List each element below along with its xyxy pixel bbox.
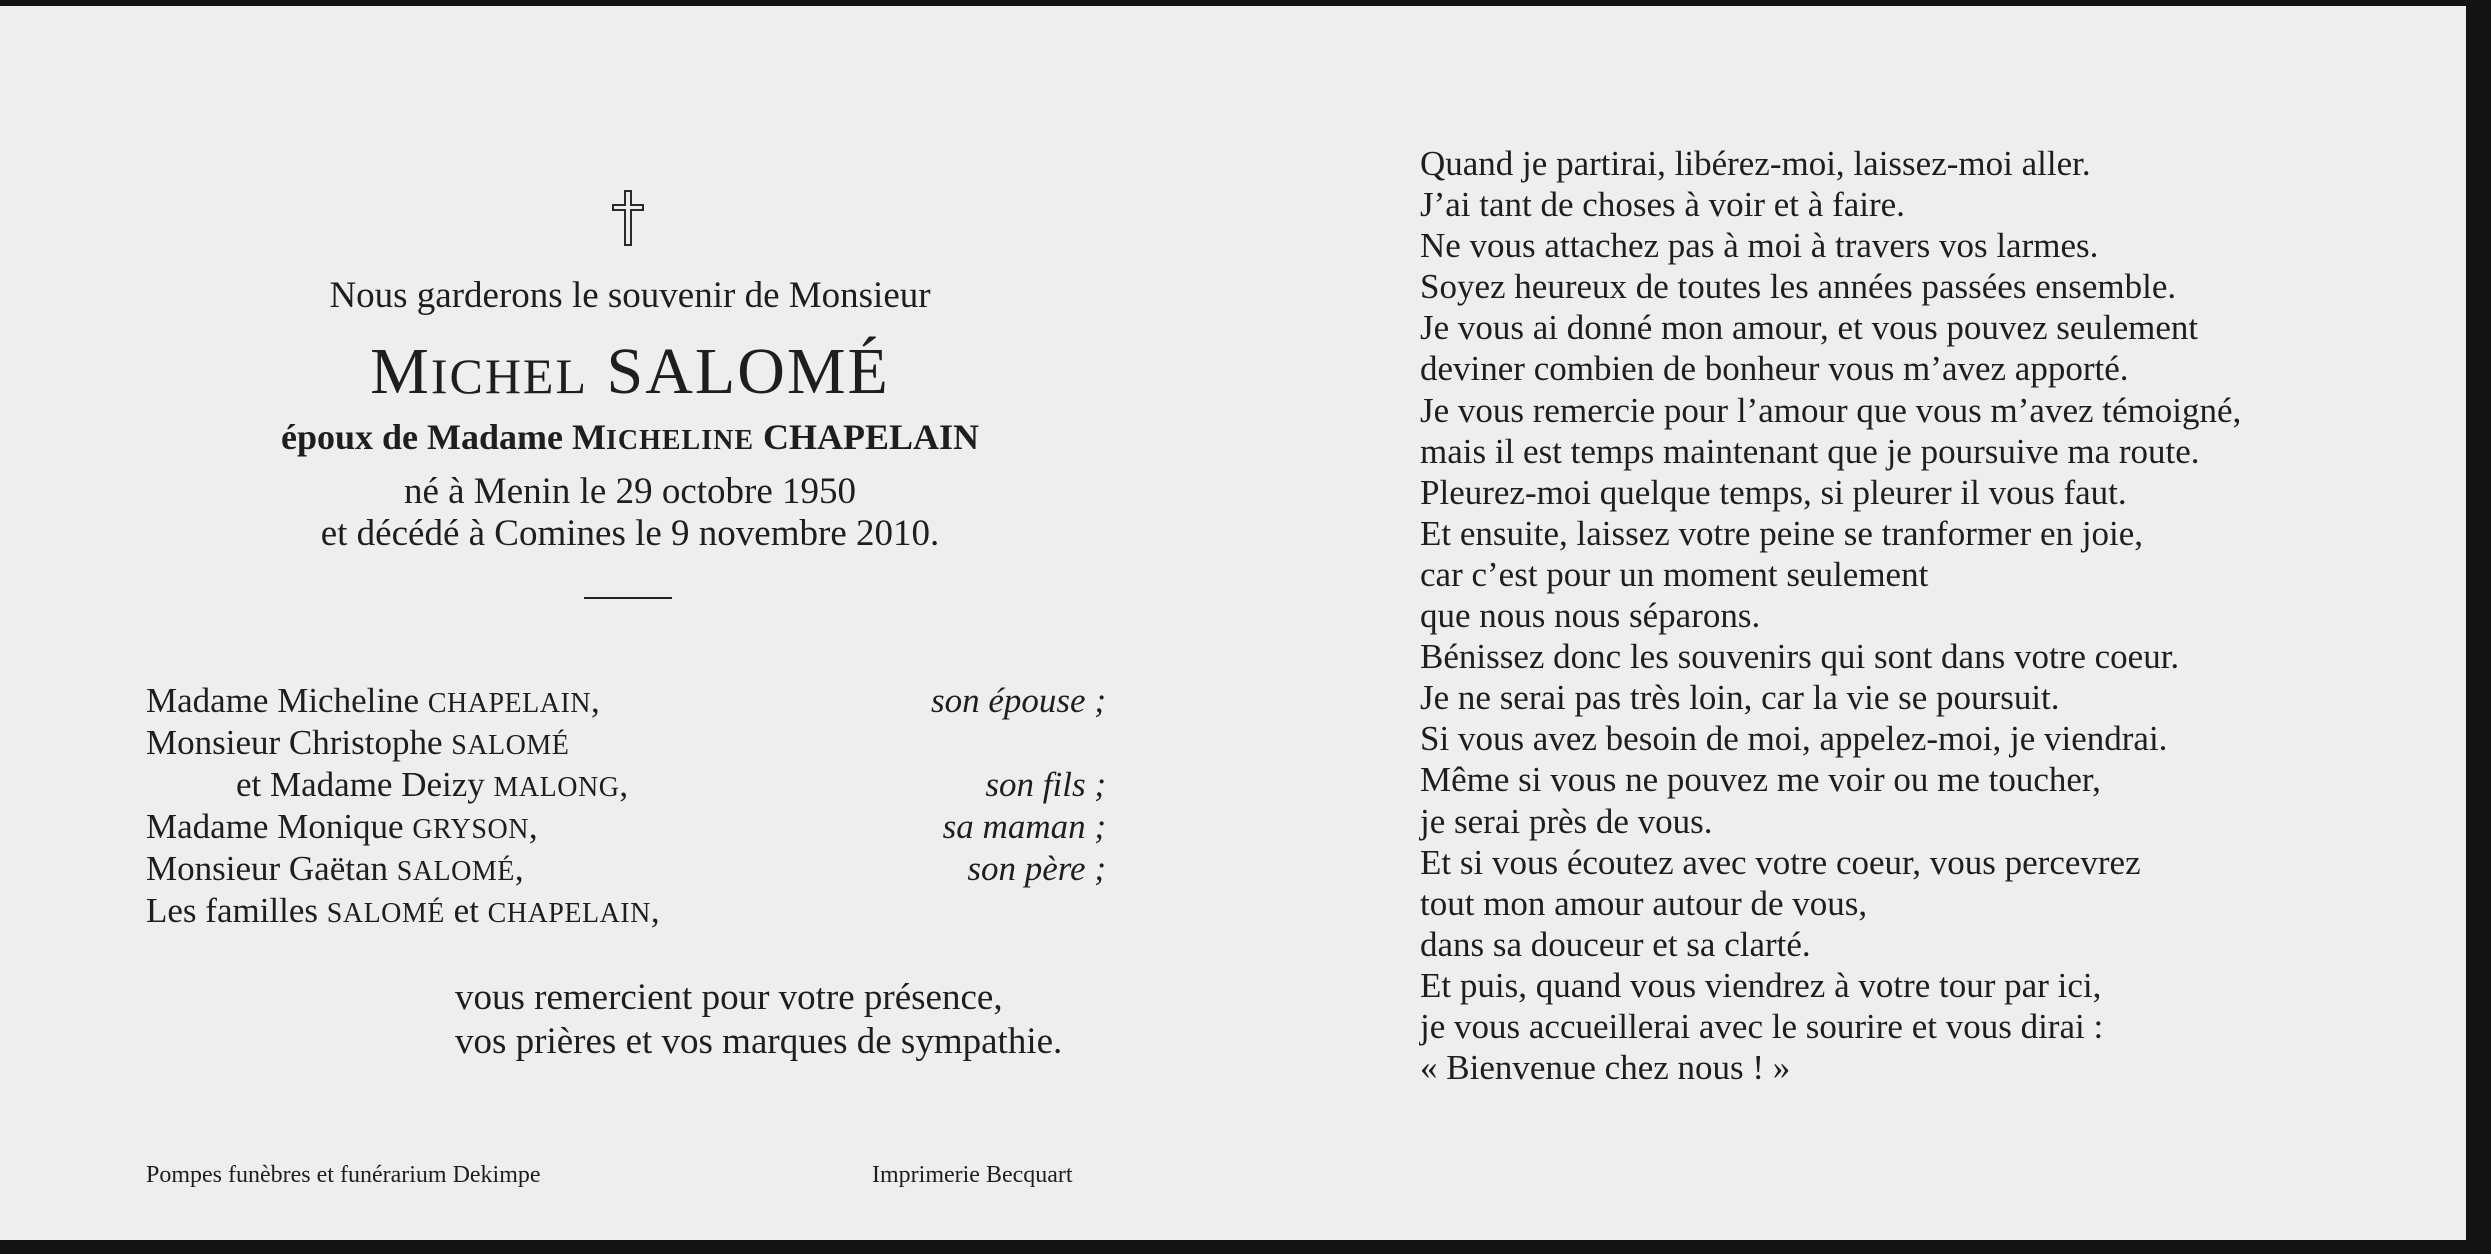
- poem-line: Quand je partirai, libérez-moi, laissez-moi aller.: [1420, 144, 2091, 183]
- poem-line: Et ensuite, laissez votre peine se tranformer en joie,: [1420, 513, 2144, 553]
- dates-block: [230, 471, 1030, 555]
- family-row: [146, 890, 1106, 932]
- poem-line: dans sa douceur et sa clarté.: [1420, 924, 1811, 964]
- divider: [584, 597, 672, 599]
- family-row: [146, 680, 1106, 722]
- family-relation: son fils ;: [985, 765, 1106, 804]
- poem-line: Je ne serai pas très loin, car la vie se poursuit.: [1420, 678, 2060, 718]
- family-row: [146, 848, 1106, 890]
- family-row: [146, 764, 1106, 806]
- poem-line: Pleurez-moi quelque temps, si pleurer il vous faut.: [1420, 472, 2127, 512]
- poem-line: J’ai tant de choses à voir et à faire.: [1420, 185, 1905, 225]
- poem-line: je vous accueillerai avec le sourire et vous dirai :: [1420, 1006, 2104, 1046]
- poem-line: « Bienvenue chez nous ! »: [1420, 1048, 1791, 1088]
- poem-line: tout mon amour autour de vous,: [1420, 883, 1868, 923]
- cross-icon: [610, 189, 646, 247]
- thanks-line: vos prières et vos marques de sympathie.: [455, 1021, 1063, 1062]
- family-relation: sa maman ;: [942, 807, 1106, 846]
- family-member: Madame Monique GRYSON,: [146, 807, 538, 846]
- poem-line: Je vous ai donné mon amour, et vous pouvez seulement: [1420, 308, 2199, 348]
- poem-line: Bénissez donc les souvenirs qui sont dans votre coeur.: [1420, 637, 2180, 677]
- poem-line: car c’est pour un moment seulement: [1420, 554, 1929, 594]
- deceased-name: [230, 334, 1030, 410]
- family-list: [146, 680, 1106, 932]
- poem-line: Même si vous ne pouvez me voir ou me toucher,: [1420, 760, 2101, 800]
- printer-credit: Imprimerie Becquart: [872, 1162, 1073, 1188]
- poem-line: je serai près de vous.: [1420, 801, 1713, 841]
- spouse-last-name: CHAPELAIN: [763, 417, 980, 457]
- poem-line: Et puis, quand vous viendrez à votre tour par ici,: [1420, 965, 2102, 1005]
- deceased-first-initial: M: [370, 335, 431, 408]
- family-member: Les familles SALOMÉ et CHAPELAIN,: [146, 891, 660, 930]
- family-member: et Madame Deizy MALONG,: [236, 765, 629, 804]
- family-relation: son père ;: [967, 849, 1106, 888]
- poem: [1420, 143, 2241, 1088]
- family-member: Monsieur Christophe SALOMÉ: [146, 723, 570, 762]
- deceased-first-rest: ICHEL: [430, 348, 589, 404]
- thanks-block: [455, 976, 1062, 1064]
- poem-line: que nous nous séparons.: [1420, 596, 1761, 636]
- spouse-prefix: époux de Madame: [280, 417, 572, 457]
- poem-line: deviner combien de bonheur vous m’avez apporté.: [1420, 349, 2129, 389]
- spouse-first-rest: ICHELINE: [605, 425, 754, 456]
- poem-line: mais il est temps maintenant que je poursuive ma route.: [1420, 431, 2200, 471]
- family-row: [146, 722, 1106, 764]
- spouse-first-initial: M: [571, 417, 606, 457]
- poem-line: Et si vous écoutez avec votre coeur, vous percevrez: [1420, 842, 2141, 882]
- spouse-line: [230, 416, 1030, 458]
- poem-line: Soyez heureux de toutes les années passées ensemble.: [1420, 267, 2177, 307]
- birth-line: né à Menin le 29 octobre 1950: [403, 471, 857, 512]
- family-member: Madame Micheline CHAPELAIN,: [146, 681, 600, 720]
- funeral-home-credit: Pompes funèbres et funérarium Dekimpe: [146, 1162, 541, 1188]
- memorial-card: [0, 6, 2466, 1240]
- poem-line: Je vous remercie pour l’amour que vous m’avez témoigné,: [1420, 390, 2242, 430]
- family-row: [146, 806, 1106, 848]
- deceased-last-name: SALOMÉ: [606, 335, 890, 408]
- death-line: et décédé à Comines le 9 novembre 2010.: [320, 513, 940, 554]
- intro-line: Nous garderons le souvenir de Monsieur: [329, 275, 931, 316]
- poem-line: Ne vous attachez pas à moi à travers vos larmes.: [1420, 226, 2099, 266]
- family-relation: son épouse ;: [931, 681, 1106, 720]
- thanks-line: vous remercient pour votre présence,: [455, 977, 1003, 1018]
- poem-line: Si vous avez besoin de moi, appelez-moi, je viendrai.: [1420, 719, 2168, 759]
- family-member: Monsieur Gaëtan SALOMÉ,: [146, 849, 524, 888]
